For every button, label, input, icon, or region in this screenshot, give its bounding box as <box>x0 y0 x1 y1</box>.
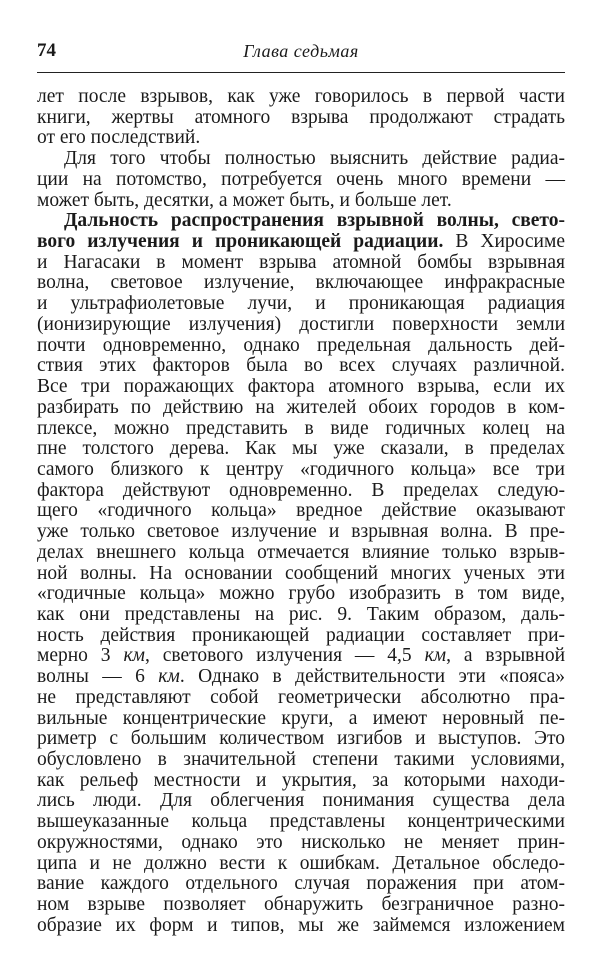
text-line <box>37 895 565 916</box>
page-header <box>37 40 565 66</box>
line-text: ции на потомство, потребуется очень много времени — <box>37 168 565 190</box>
line-text: делах внешнего кольца отмечается влияние только взрыв- <box>37 541 565 563</box>
running-title: Глава седьмая <box>243 41 359 61</box>
line-text: вышеуказанные кольца представлены концентрическими <box>37 811 565 833</box>
text-line <box>37 253 565 274</box>
text-line <box>37 273 565 294</box>
text-line <box>37 377 565 398</box>
line-text: не представляют собой геометрически абсолютно пра- <box>37 686 565 708</box>
text-line <box>37 584 565 605</box>
line-text: волны — 6 <box>37 666 159 688</box>
line-text: ствия этих факторов была во всех случаях различной. <box>37 355 565 377</box>
line-text: ной волны. На основании сообщений многих ученых эти <box>37 562 565 584</box>
text-line <box>37 688 565 709</box>
text-line <box>37 750 565 771</box>
line-text: ципа и не должно вести к ошибкам. Детальное обследо- <box>37 852 565 874</box>
text-line <box>37 771 565 792</box>
line-text: (ионизирующие излучения) достигли поверхности земли <box>37 313 565 335</box>
text-line <box>37 356 565 377</box>
text-line <box>37 108 565 129</box>
line-text: Для того чтобы полностью выяснить действие радиа- <box>64 148 565 170</box>
text-line <box>37 709 565 730</box>
text-line <box>37 729 565 750</box>
text-line <box>37 149 565 170</box>
italic-unit: км <box>424 645 447 667</box>
line-text: Все три поражающих фактора атомного взрыва, если их <box>37 376 565 398</box>
line-text: уже только световое излучение и взрывная волна. В пре- <box>37 521 565 543</box>
line-text: разбирать по действию на жителей обоих городов в ком- <box>37 396 565 418</box>
line-text: ном взрыве позволяет обнаружить безграничное разно- <box>37 894 565 916</box>
line-text: и ультрафиолетовые лучи, и проникающая радиация <box>37 293 565 315</box>
line-text: почти одновременно, однако предельная дальность дей- <box>37 334 565 356</box>
line-text: от его последствий. <box>37 127 201 149</box>
line-text: , светового излучения — 4,5 <box>145 645 425 667</box>
italic-unit: км <box>158 666 180 688</box>
line-text: книги, жертвы атомного взрыва продолжают страдать <box>37 106 565 128</box>
line-text: вильные концентрические круги, а имеют неровный пе- <box>37 707 565 729</box>
italic-unit: км <box>123 645 146 667</box>
line-text: «годичные кольца» можно грубо изобразить в том виде, <box>37 583 565 605</box>
line-text: вание каждого отдельного случая поражения при атом- <box>37 873 565 895</box>
text-line <box>37 460 565 481</box>
text-line <box>37 211 565 232</box>
text-line <box>37 419 565 440</box>
text-line <box>37 646 565 667</box>
text-line <box>37 854 565 875</box>
header-rule <box>37 72 565 73</box>
text-line <box>37 481 565 502</box>
text-line <box>37 232 565 253</box>
line-text: может быть, десятки, а может быть, и больше лет. <box>37 189 452 211</box>
line-text: В Хиросиме <box>443 231 565 253</box>
line-text: лись люди. Для облегчения понимания существа дела <box>37 790 565 812</box>
line-text: самого близкого к центру «годичного кольца» все три <box>37 458 565 480</box>
text-line <box>37 439 565 460</box>
body-text <box>37 87 565 936</box>
text-line <box>37 87 565 108</box>
text-line <box>37 626 565 647</box>
line-text: фактора действуют одновременно. В пределах следую- <box>37 479 565 501</box>
text-line <box>37 833 565 854</box>
text-line <box>37 294 565 315</box>
line-text: пне толстого дерева. Как мы уже сказали, в пределах <box>37 438 565 460</box>
text-line <box>37 564 565 585</box>
text-line <box>37 398 565 419</box>
bold-heading-text: вого излучения и проникающей радиации. <box>37 231 444 253</box>
line-text: образие их форм и типов, мы же займемся изложением <box>37 914 565 936</box>
text-line <box>37 543 565 564</box>
text-line <box>37 336 565 357</box>
line-text: щего «годичного кольца» вредное действие оказывают <box>37 500 565 522</box>
text-line <box>37 191 565 212</box>
text-line <box>37 315 565 336</box>
line-text: обусловлено в значительной степени такими условиями, <box>37 749 565 770</box>
text-line <box>37 874 565 895</box>
page-number: 74 <box>37 40 56 61</box>
line-text: мерно 3 <box>37 645 124 667</box>
line-text: и Нагасаки в момент взрыва атомной бомбы взрывная <box>37 251 565 273</box>
line-text: волна, световое излучение, включающее инфракрасные <box>37 272 565 294</box>
text-line <box>37 667 565 688</box>
text-line <box>37 605 565 626</box>
line-text: риметр с большим количеством изгибов и выступов. Это <box>37 728 565 750</box>
bold-heading-text: Дальность распространения взрывной волны, свето- <box>64 210 565 232</box>
line-text: как рельеф местности и укрытия, за которыми находи- <box>37 769 565 791</box>
text-line <box>37 916 565 937</box>
line-text: лет после взрывов, как уже говорилось в первой части <box>37 86 565 107</box>
text-line <box>37 522 565 543</box>
line-text: , а взрывной <box>446 645 566 667</box>
text-line <box>37 812 565 833</box>
line-text: плексе, можно представить в виде годичных колец на <box>37 417 565 439</box>
line-text: окружностями, однако это нисколько не меняет прин- <box>37 831 565 853</box>
line-text: ность действия проникающей радиации составляет при- <box>37 624 565 646</box>
text-line <box>37 128 565 149</box>
line-text: . Однако в действительности эти «пояса» <box>179 666 565 688</box>
text-line <box>37 501 565 522</box>
text-line <box>37 170 565 191</box>
text-line <box>37 791 565 812</box>
line-text: как они представлены на рис. 9. Таким образом, даль- <box>37 603 565 625</box>
